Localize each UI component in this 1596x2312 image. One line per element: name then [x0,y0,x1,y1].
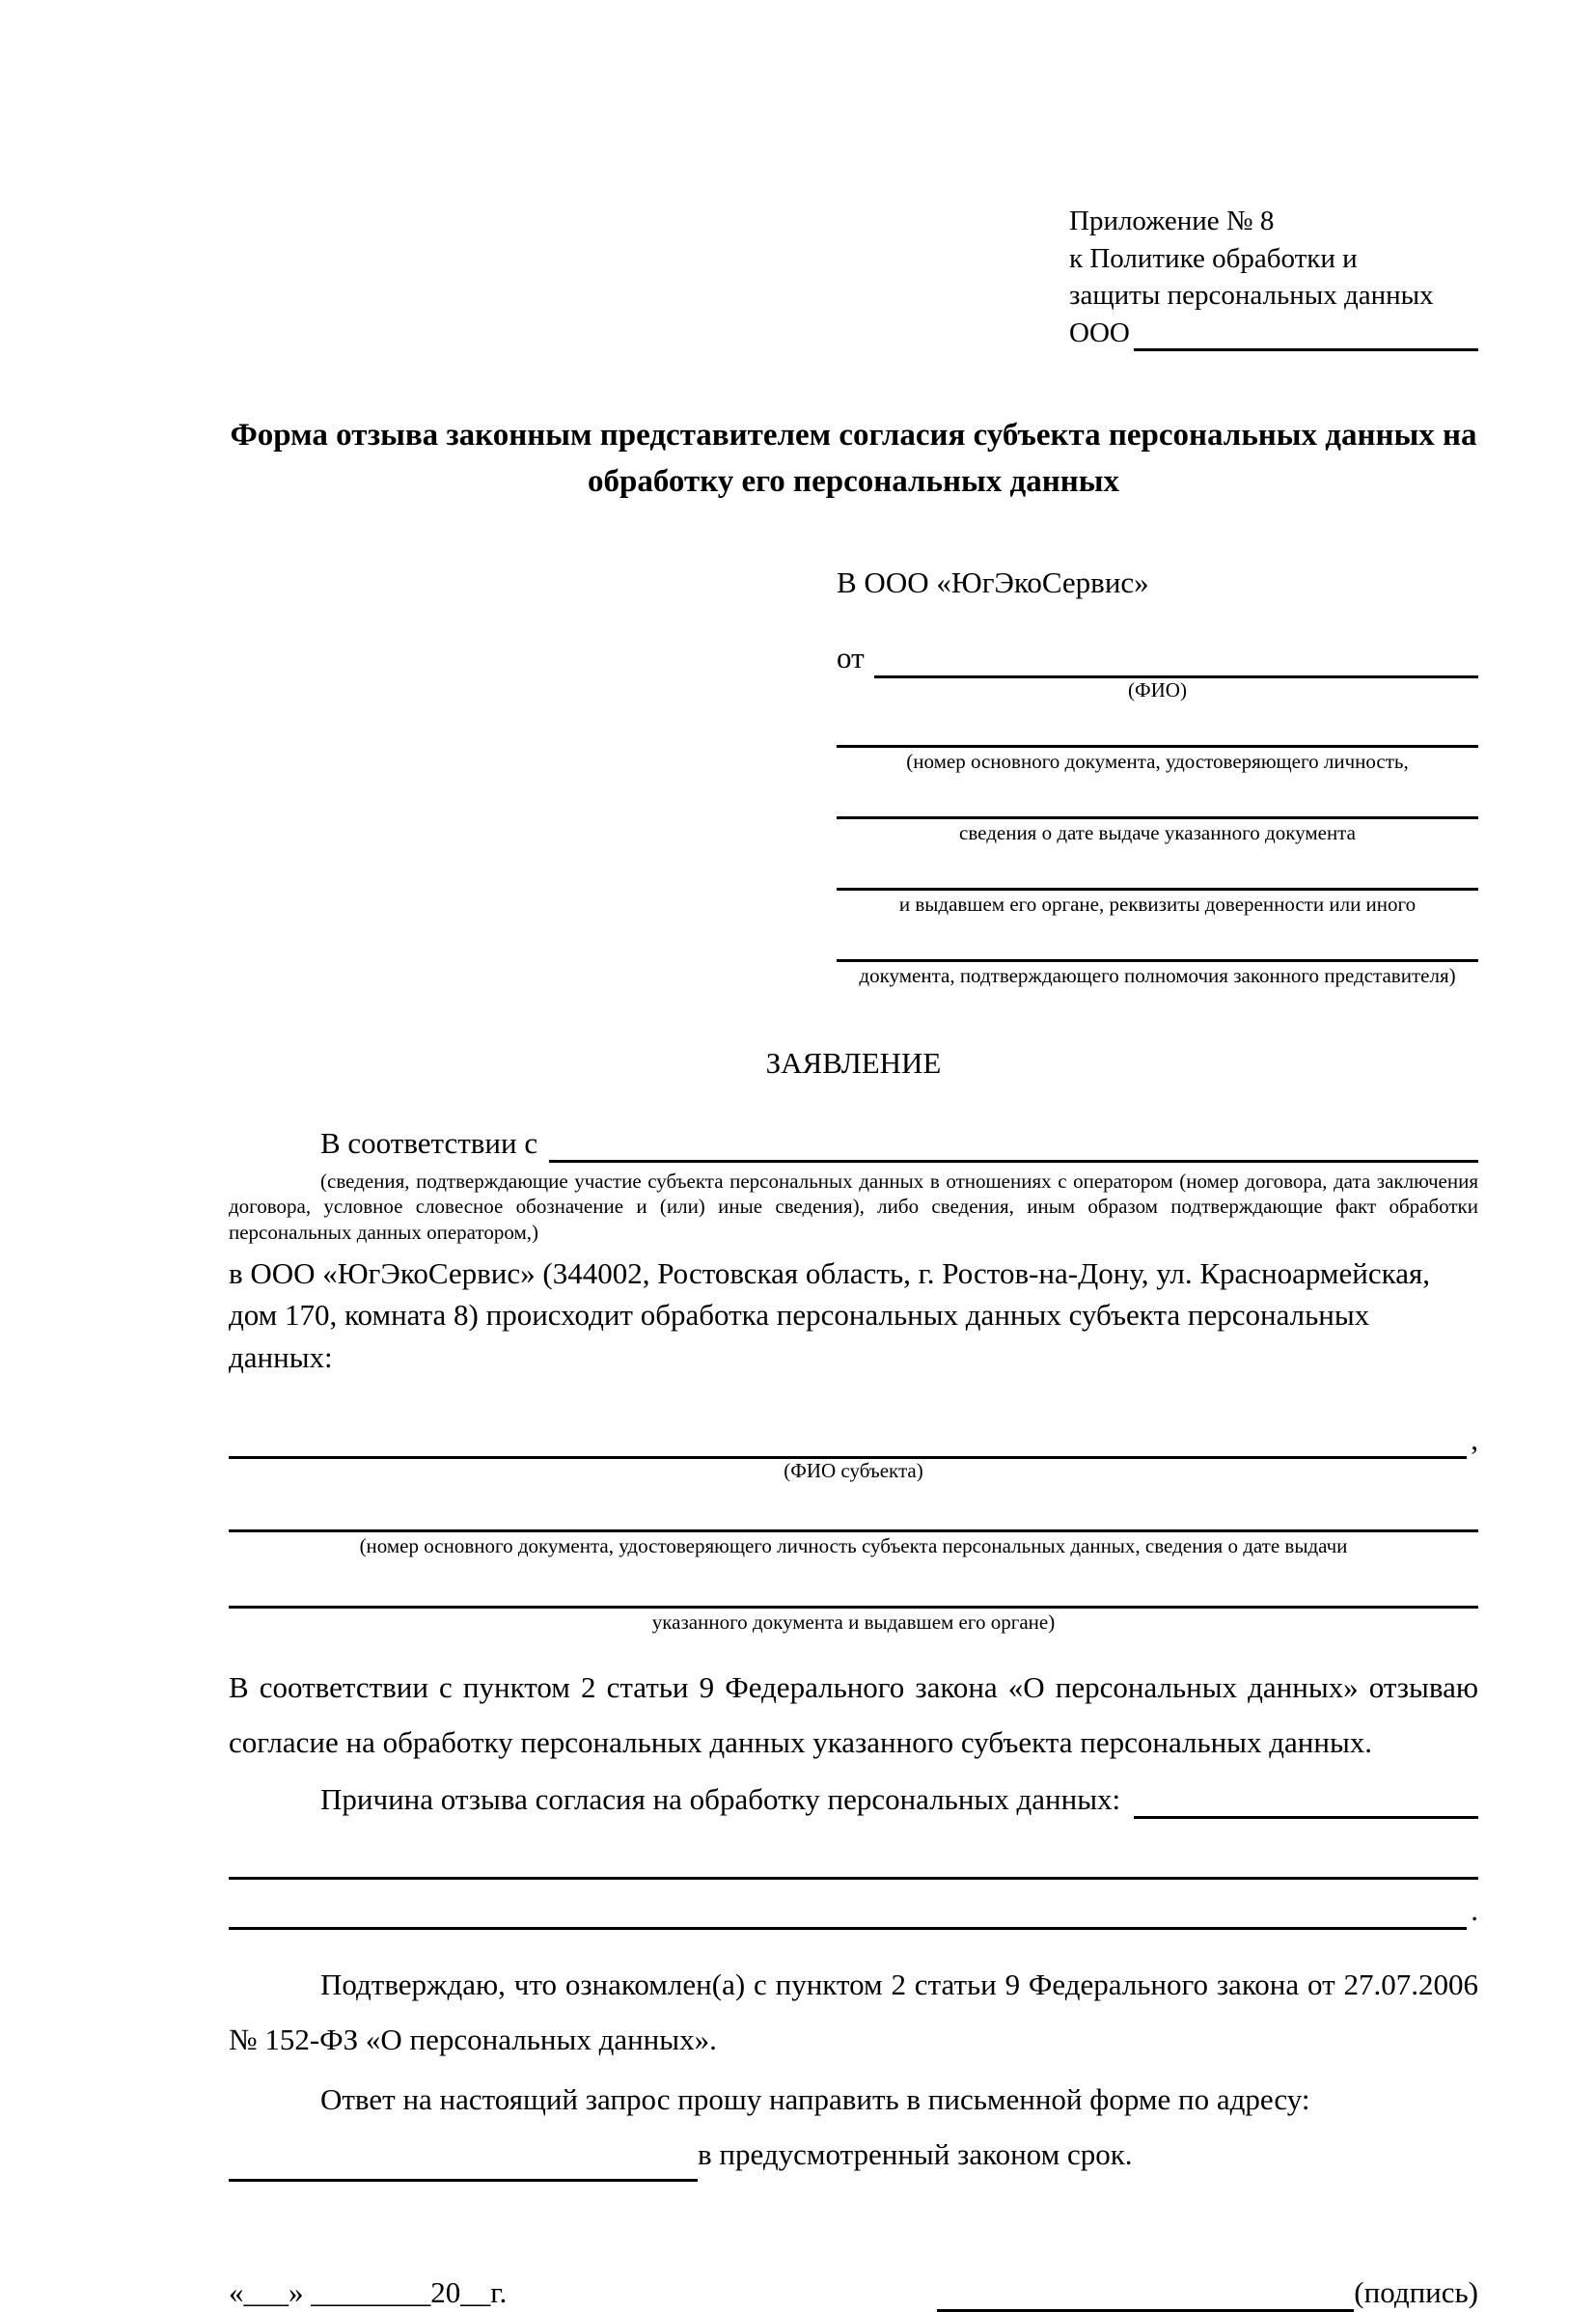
reason-label: Причина отзыва согласия на обработку персональных данных: [320,1781,1121,1816]
according-blank-line [549,1160,1478,1163]
reason-blank-line-0 [1134,1816,1478,1819]
signature-blank-line [937,2271,1354,2312]
subject-fio-caption: (ФИО субъекта) [784,1459,923,1483]
addressee-from-row [837,639,1478,677]
signing-row [229,2271,1478,2312]
statement-heading: ЗАЯВЛЕНИЕ [765,1046,942,1081]
signature-caption: (подпись) [1354,2274,1478,2309]
annex-line-3: защиты персональных данных [1069,280,1434,312]
subject-fio-terminator: , [1471,1421,1478,1456]
reply-address-row [229,2127,1478,2182]
annex-org-row [1069,315,1478,352]
document-title: Форма отзыва законным представителем согласия субъекта персональных данных на обработку его персональных данных [230,418,1477,500]
subject-doc-caption-2: указанного документа и выдавшем его органе) [651,1610,1056,1634]
operator-paragraph: в ООО «ЮгЭкоСервис» (344002, Ростовская область, г. Ростов-на-Дону, ул. Красноармейская, дом 170, комната 8) происходит обработка персональных данных субъекта персональных данных: [229,1255,1430,1374]
reason-blank-line-2 [229,1927,1467,1930]
subject-fio-row [229,1420,1478,1459]
annex-org-prefix: ООО [1069,317,1130,348]
reason-row [229,1780,1478,1819]
fio-caption: (ФИО) [1128,677,1187,702]
from-label: от [837,641,865,675]
annex-block [1069,203,1478,351]
representative-doc-blank-line-4 [837,917,1478,962]
annex-line-2: к Политике обработки и [1069,242,1358,274]
representative-doc-blank-line-1 [837,702,1478,748]
representative-doc-blank-line-2 [837,774,1478,819]
confirm-paragraph: Подтверждаю, что ознакомлен(а) с пунктом 2 статьи 9 Федерального закона от 27.07.2006 № 152-ФЗ «О персональных данных». [229,1967,1478,2057]
representative-doc-caption-4: документа, подтверждающего полномочия законного представителя) [859,964,1456,988]
reply-prefix-paragraph: Ответ на настоящий запрос прошу направить в письменной форме по адресу: [320,2081,1310,2116]
subject-doc-caption-1: (номер основного документа, удостоверяющего личность субъекта персональных данных, сведения о дате выдачи [359,1534,1348,1558]
reason-blank-line-2-row [229,1880,1478,1930]
according-caption: (сведения, подтверждающие участие субъекта персональных данных в отношениях с оператором (номер договора, дата заключения договора, условное словесное обозначение и (или) иные сведения), либо сведения, иным образом подтверждающие факт обработки персональных данных оператором,) [229,1170,1478,1244]
date-template: «___» ________20__г. [229,2274,508,2309]
subject-doc-blank-line-1 [229,1483,1478,1532]
representative-doc-caption-3: и выдавшем его органе, реквизиты доверенности или иного [898,893,1417,917]
addressee-block [837,564,1478,989]
withdraw-paragraph: В соответствии с пунктом 2 статьи 9 Федерального закона «О персональных данных» отзываю согласие на обработку персональных данных указанного субъекта персональных данных. [229,1669,1478,1760]
reply-address-blank-line [229,2140,698,2182]
reply-suffix: в предусмотренный законом срок. [698,2136,1133,2171]
subject-doc-blank-line-2 [229,1559,1478,1609]
annex-org-blank-line [1134,348,1478,351]
representative-doc-caption-2: сведения о дате выдаче указанного документа [959,820,1356,844]
signature-area [937,2271,1478,2312]
addressee-to-line: В ООО «ЮгЭкоСервис» [837,564,1149,599]
according-prefix: В соответствии с [320,1125,538,1160]
annex-line-1: Приложение № 8 [1069,206,1275,236]
representative-doc-caption-1: (номер основного документа, удостоверяющего личность, [906,749,1409,773]
representative-doc-blank-line-3 [837,845,1478,891]
reason-terminator: . [1471,1892,1478,1927]
reason-blank-line-1 [229,1819,1478,1880]
according-row [229,1124,1478,1163]
